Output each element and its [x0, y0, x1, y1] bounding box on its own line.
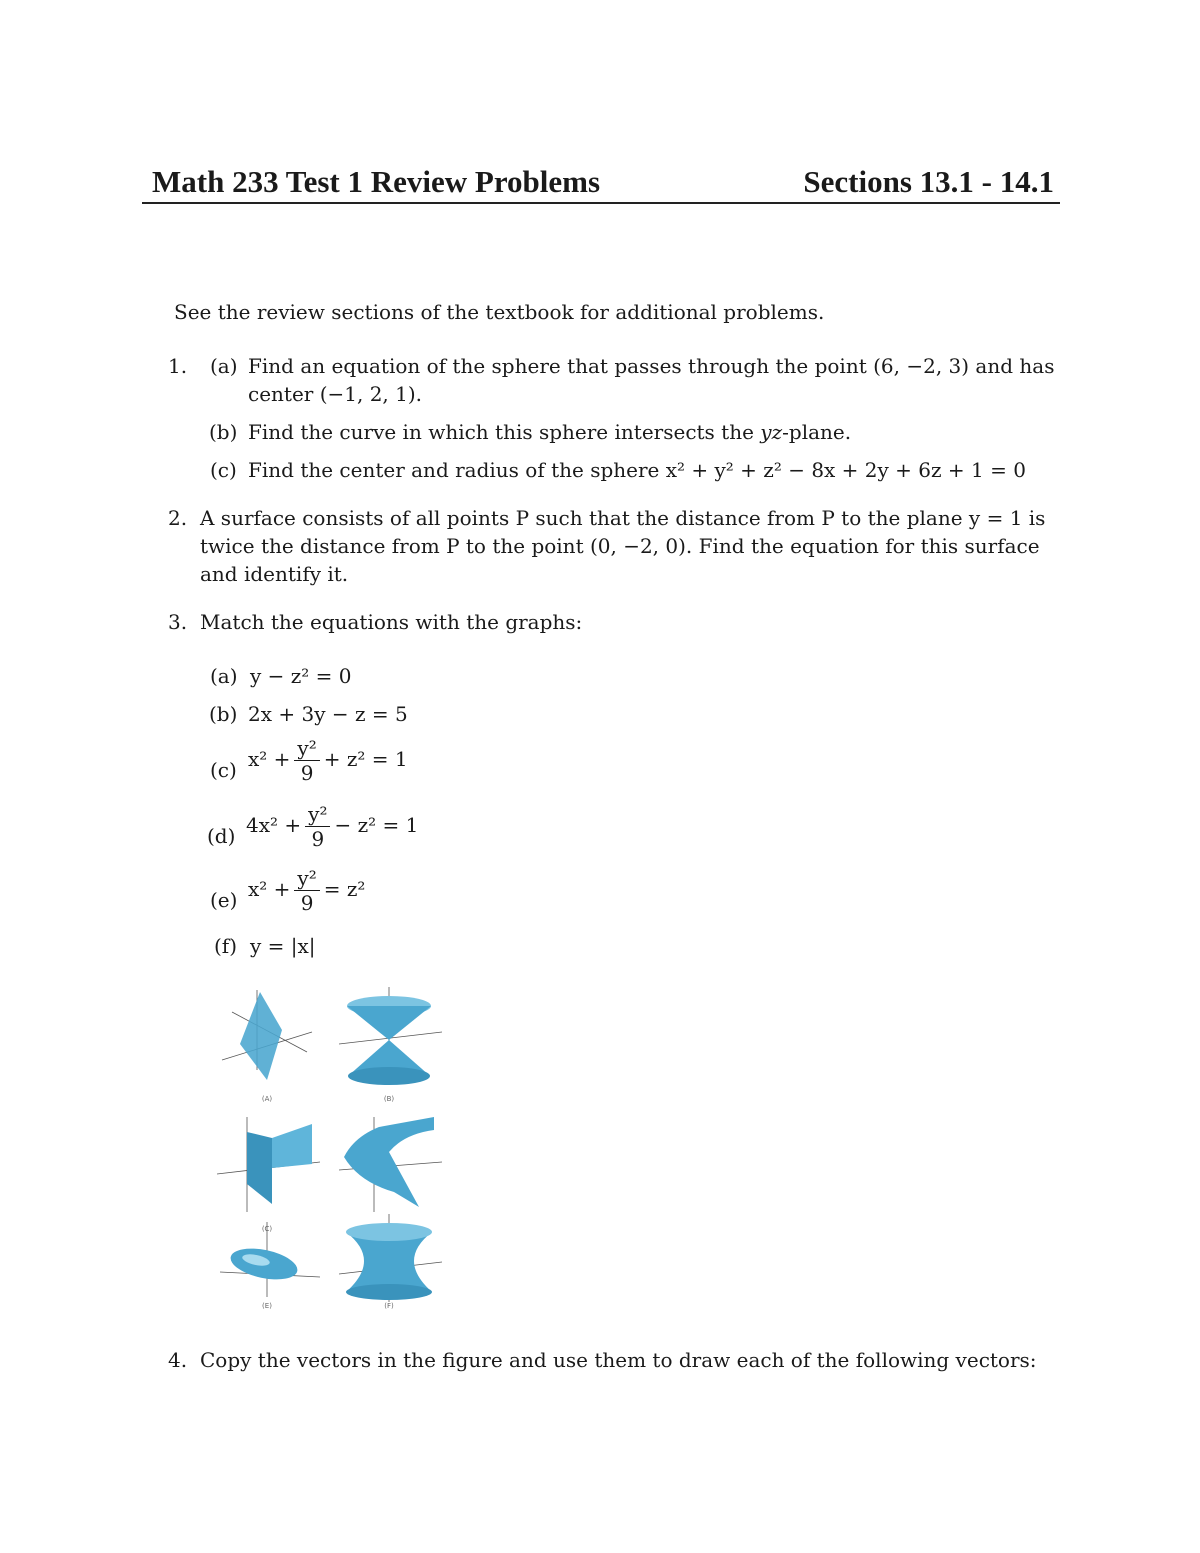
header [142, 160, 1060, 204]
problem-2-number: 2. [168, 506, 188, 530]
fraction: $\frac{\text{y²}}{9}$ [294, 736, 319, 785]
document-sections: Sections 13.1 - 14.1 [803, 164, 1054, 199]
problem-1b-label: (b) [209, 420, 238, 444]
problem-1a-line2: center (−1, 2, 1). [248, 382, 423, 406]
graph-a-plane [212, 982, 322, 1092]
problem-3e-equation: x² + $\frac{\text{y²}}{9}$ = z² [248, 866, 366, 915]
problem-1c-text: Find the center and radius of the sphere x² + y² + z² − 8x + 2y + 6z + 1 = 0 [248, 458, 1026, 482]
problem-1b-text: Find the curve in which this sphere intersects the yz-plane. [248, 420, 852, 444]
problem-3e-label: (e) [210, 888, 238, 912]
problem-1a-line1: Find an equation of the sphere that passes through the point (6, −2, 3) and has [248, 354, 1055, 378]
problem-3-text: Match the equations with the graphs: [200, 610, 583, 634]
problem-3a-equation: y − z² = 0 [250, 664, 352, 688]
fraction: $\frac{\text{y²}}{9}$ [294, 866, 319, 915]
graph-a-label: (A) [261, 1095, 273, 1103]
problem-4-number: 4. [168, 1348, 188, 1372]
problem-2-line2: twice the distance from P to the point (0, −2, 0). Find the equation for this surface [200, 534, 1040, 558]
problem-3c-label: (c) [210, 758, 237, 782]
problem-3a-label: (a) [210, 664, 238, 688]
problem-2-line1: A surface consists of all points P such that the distance from P to the plane y = 1 is [200, 506, 1046, 530]
graph-f-hyperboloid [334, 1202, 444, 1312]
problem-3d-equation: 4x² + $\frac{\text{y²}}{9}$ − z² = 1 [246, 802, 419, 851]
problem-4-text: Copy the vectors in the figure and use them to draw each of the following vectors: [200, 1348, 1037, 1372]
problem-3f-label: (f) [214, 934, 238, 958]
problem-3f-equation: y = |x| [250, 934, 316, 958]
graph-e-label: (E) [262, 1302, 272, 1310]
problem-3-number: 3. [168, 610, 188, 634]
document-title: Math 233 Test 1 Review Problems [152, 164, 601, 199]
problem-1-number: 1. [168, 354, 188, 378]
problem-3d-label: (d) [207, 824, 236, 848]
problem-3b-equation: 2x + 3y − z = 5 [248, 702, 408, 726]
graph-b-cone [334, 982, 444, 1092]
problem-3c-equation: x² + $\frac{\text{y²}}{9}$ + z² = 1 [248, 736, 408, 785]
problem-1c-label: (c) [210, 458, 237, 482]
intro-text: See the review sections of the textbook for additional problems. [174, 300, 825, 324]
graph-f-label: (F) [384, 1302, 394, 1310]
graph-e-ellipsoid [212, 1202, 322, 1312]
problem-2-line3: and identify it. [200, 562, 349, 586]
graph-c-label: (C) [261, 1225, 273, 1233]
fraction: $\frac{\text{y²}}{9}$ [305, 802, 330, 851]
problem-3b-label: (b) [209, 702, 238, 726]
graph-figures [212, 982, 444, 1312]
graph-b-label: (B) [383, 1095, 395, 1103]
problem-1a-label: (a) [210, 354, 238, 378]
